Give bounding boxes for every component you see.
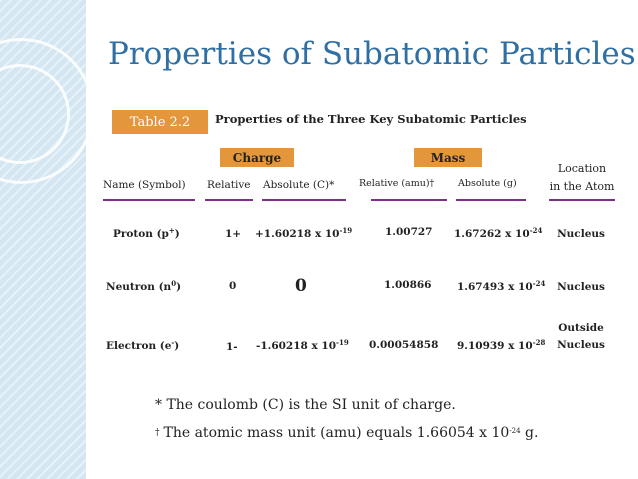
page-title: Properties of Subatomic Particles xyxy=(108,36,636,72)
table-cell-relative-mass: 1.00727 xyxy=(385,226,433,238)
table-cell-absolute-charge: +1.60218 x $10^{-19}$ xyxy=(255,226,353,240)
column-header-name: Name (Symbol) xyxy=(103,179,186,191)
table-cell-name: Proton (p+) xyxy=(113,226,180,240)
table-cell-absolute-mass: 9.10939 x $10^{-28}$ xyxy=(457,338,546,352)
header-rule xyxy=(371,199,447,201)
mass-group-header: Mass xyxy=(414,148,482,167)
charge-group-header: Charge xyxy=(220,148,294,167)
header-rule xyxy=(262,199,346,201)
table-cell-location: Nucleus xyxy=(557,281,605,293)
table-cell-absolute-mass: 1.67262 x $10^{-24}$ xyxy=(454,226,543,240)
table-cell-relative-charge: 0 xyxy=(229,280,237,292)
table-cell-absolute-charge: 0 xyxy=(295,276,307,296)
column-header-relative-mass: Relative (amu)† xyxy=(359,178,435,189)
decorative-sidebar xyxy=(0,0,86,479)
table-cell-relative-mass: 1.00866 xyxy=(384,279,432,291)
table-cell-location: Nucleus xyxy=(557,228,605,240)
table-cell-absolute-charge: -1.60218 x $10^{-19}$ xyxy=(256,338,349,352)
header-rule xyxy=(549,199,615,201)
header-rule xyxy=(456,199,526,201)
column-header-absolute-mass: Absolute (g) xyxy=(458,178,517,189)
footnote-coulomb: * The coulomb (C) is the SI unit of charge. xyxy=(155,397,456,413)
column-header-absolute-charge: Absolute (C)* xyxy=(263,179,335,191)
table-tag: Table 2.2 xyxy=(112,110,208,134)
column-header-relative-charge: Relative xyxy=(207,179,251,191)
table-cell-name: Electron (e-) xyxy=(106,338,180,352)
table-cell-location: Outside Nucleus xyxy=(557,322,605,351)
table-cell-relative-mass: 0.00054858 xyxy=(369,339,439,351)
footnote-amu: † The atomic mass unit (amu) equals 1.66054 x $10^{-24}$ g. xyxy=(155,425,539,441)
table-cell-relative-charge: 1- xyxy=(226,341,238,353)
table-cell-name: Neutron $(n^0)$ xyxy=(106,279,182,293)
header-rule xyxy=(205,199,253,201)
table-cell-absolute-mass: 1.67493 x $10^{-24}$ xyxy=(457,279,546,293)
location-header-line2: in the Atom xyxy=(549,180,615,193)
location-header-line1: Location xyxy=(557,162,607,175)
header-rule xyxy=(103,199,195,201)
column-header-location xyxy=(546,160,618,196)
table-cell-relative-charge: 1+ xyxy=(225,228,242,240)
table-caption: Properties of the Three Key Subatomic Particles xyxy=(215,112,527,126)
